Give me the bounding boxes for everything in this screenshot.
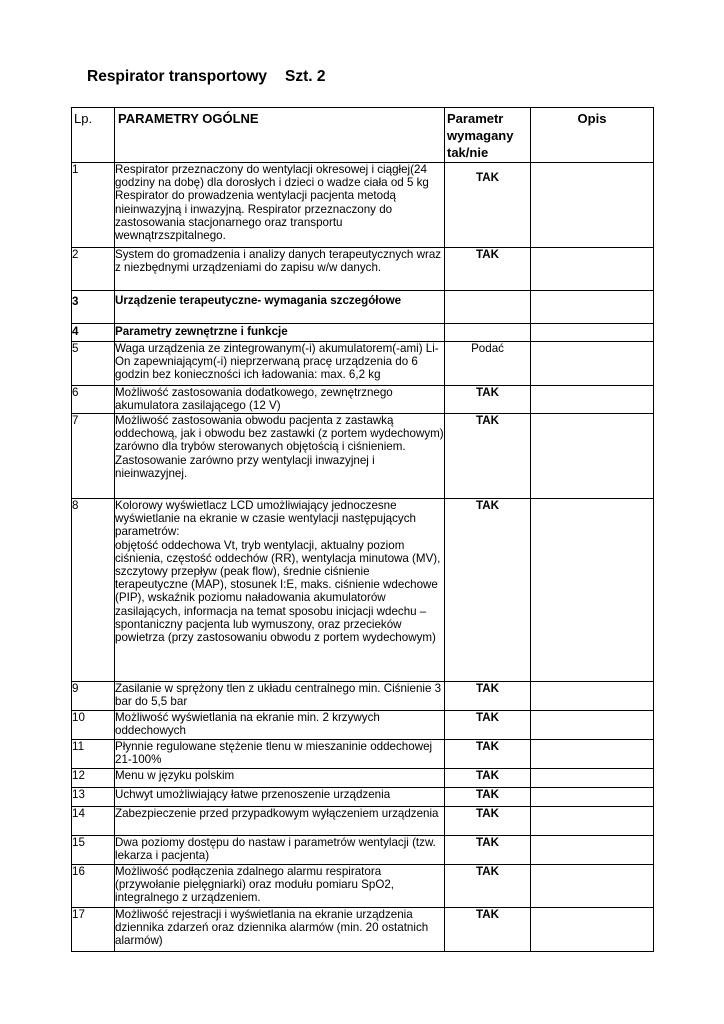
table-row-section bbox=[72, 291, 654, 324]
row-required: TAK bbox=[445, 865, 531, 908]
table-row bbox=[72, 836, 654, 865]
row-lp: 14 bbox=[72, 807, 115, 836]
row-lp: 6 bbox=[72, 386, 115, 414]
table-row bbox=[72, 740, 654, 769]
table-row bbox=[72, 711, 654, 740]
quantity: Szt. 2 bbox=[285, 68, 326, 85]
row-lp: 11 bbox=[72, 740, 115, 769]
row-text: System do gromadzenia i analizy danych terapeutycznych wraz z niezbędnymi urządzeniami do zapisu w/w danych. bbox=[115, 248, 445, 291]
table-row bbox=[72, 342, 654, 386]
row-required: TAK bbox=[445, 682, 531, 711]
row-required: TAK bbox=[445, 163, 531, 248]
table-row bbox=[72, 807, 654, 836]
row-desc bbox=[531, 836, 654, 865]
row-required: TAK bbox=[445, 414, 531, 499]
row-required: TAK bbox=[445, 908, 531, 952]
table-row bbox=[72, 163, 654, 248]
row-desc bbox=[531, 769, 654, 788]
header-desc: Opis bbox=[531, 108, 654, 163]
row-required bbox=[445, 324, 531, 342]
row-text: Możliwość podłączenia zdalnego alarmu respiratora (przywołanie pielęgniarki) oraz modułu pomiaru SpO2, integralnego z urządzeniem. bbox=[115, 865, 445, 908]
row-text: Kolorowy wyświetlacz LCD umożliwiający jednoczesne wyświetlanie na ekranie w czasie wentylacji następujących parametrów: objętość oddechowa Vt, tryb wentylacji, aktualny poziom ciśnienia, częstość oddechów (RR), wentylacja minutowa (MV), szczytowy przepływ (peak flow), średnie ciśnienie terapeutyczne (MAP), stosunek I:E, maks. ciśnienie wdechowe (PIP), wskaźnik poziomu naładowania akumulatorów zasilających, informacja na temat sposobu inicjacji wdechu – spontaniczny pacjenta lub wymuszony, oraz przecieków powietrza (przy zastosowaniu obwodu z portem wydechowym) bbox=[115, 499, 445, 682]
row-lp: 12 bbox=[72, 769, 115, 788]
table-row bbox=[72, 908, 654, 952]
row-text: Urządzenie terapeutyczne- wymagania szczegółowe bbox=[115, 291, 445, 324]
row-lp: 4 bbox=[72, 324, 115, 342]
row-text: Zasilanie w sprężony tlen z układu centralnego min. Ciśnienie 3 bar do 5,5 bar bbox=[115, 682, 445, 711]
table-header-row bbox=[72, 108, 654, 163]
row-text: Możliwość rejestracji i wyświetlania na ekranie urządzenia dziennika zdarzeń oraz dziennika alarmów (min. 20 ostatnich alarmów) bbox=[115, 908, 445, 952]
header-lp: Lp. bbox=[72, 108, 115, 163]
row-required bbox=[445, 291, 531, 324]
row-lp: 2 bbox=[72, 248, 115, 291]
table-row bbox=[72, 499, 654, 682]
row-required: TAK bbox=[445, 386, 531, 414]
row-text: Możliwość zastosowania obwodu pacjenta z zastawką oddechową, jak i obwodu bez zastawki (z portem wydechowym) zarówno dla trybów sterowanych objętością i ciśnieniem. Zastosowanie zarówno przy wentylacji inwazyjnej i nieinwazyjnej. bbox=[115, 414, 445, 499]
row-required: Podać bbox=[445, 342, 531, 386]
row-desc bbox=[531, 807, 654, 836]
row-lp: 9 bbox=[72, 682, 115, 711]
table-row-section bbox=[72, 324, 654, 342]
row-desc bbox=[531, 740, 654, 769]
spec-table bbox=[71, 107, 654, 952]
device-name: Respirator transportowy bbox=[87, 68, 268, 85]
row-text: Zabezpieczenie przed przypadkowym wyłączeniem urządzenia bbox=[115, 807, 445, 836]
row-desc bbox=[531, 908, 654, 952]
row-desc bbox=[531, 414, 654, 499]
row-text: Możliwość zastosowania dodatkowego, zewnętrznego akumulatora zasilającego (12 V) bbox=[115, 386, 445, 414]
row-desc bbox=[531, 386, 654, 414]
row-desc bbox=[531, 291, 654, 324]
row-text: Parametry zewnętrzne i funkcje bbox=[115, 324, 445, 342]
row-desc bbox=[531, 865, 654, 908]
row-desc bbox=[531, 682, 654, 711]
row-required: TAK bbox=[445, 836, 531, 865]
row-desc bbox=[531, 499, 654, 682]
row-desc bbox=[531, 342, 654, 386]
row-lp: 8 bbox=[72, 499, 115, 682]
header-required: Parametr wymagany tak/nie bbox=[445, 108, 531, 163]
row-desc bbox=[531, 248, 654, 291]
row-text: Respirator przeznaczony do wentylacji okresowej i ciągłej(24 godziny na dobę) dla dorosłych i dzieci o wadze ciała od 5 kg Respirator do prowadzenia wentylacji pacjenta metodą nieinwazyjną i inwazyjną. Respirator przeznaczony do zastosowania stacjonarnego oraz transportu wewnątrzszpitalnego. bbox=[115, 163, 445, 248]
row-text: Płynnie regulowane stężenie tlenu w mieszaninie oddechowej 21-100% bbox=[115, 740, 445, 769]
table-row bbox=[72, 788, 654, 807]
row-lp: 7 bbox=[72, 414, 115, 499]
row-lp: 10 bbox=[72, 711, 115, 740]
row-desc bbox=[531, 163, 654, 248]
header-params: PARAMETRY OGÓLNE bbox=[115, 108, 445, 163]
row-lp: 17 bbox=[72, 908, 115, 952]
row-text: Menu w języku polskim bbox=[115, 769, 445, 788]
row-text: Możliwość wyświetlania na ekranie min. 2 krzywych oddechowych bbox=[115, 711, 445, 740]
table-row bbox=[72, 386, 654, 414]
table-row bbox=[72, 865, 654, 908]
row-text: Waga urządzenia ze zintegrowanym(-i) akumulatorem(-ami) Li-On zapewniającym(-i) nieprzerwaną pracę urządzenia do 6 godzin bez konieczności ich ładowania: max. 6,2 kg bbox=[115, 342, 445, 386]
row-lp: 3 bbox=[72, 291, 115, 324]
row-lp: 13 bbox=[72, 788, 115, 807]
row-text: Uchwyt umożliwiający łatwe przenoszenie urządzenia bbox=[115, 788, 445, 807]
row-required: TAK bbox=[445, 711, 531, 740]
row-desc bbox=[531, 788, 654, 807]
document-title bbox=[87, 68, 326, 86]
row-lp: 5 bbox=[72, 342, 115, 386]
row-required: TAK bbox=[445, 769, 531, 788]
row-text: Dwa poziomy dostępu do nastaw i parametrów wentylacji (tzw. lekarza i pacjenta) bbox=[115, 836, 445, 865]
row-required: TAK bbox=[445, 248, 531, 291]
row-required: TAK bbox=[445, 740, 531, 769]
row-required: TAK bbox=[445, 788, 531, 807]
row-required: TAK bbox=[445, 807, 531, 836]
row-desc bbox=[531, 711, 654, 740]
row-lp: 16 bbox=[72, 865, 115, 908]
row-lp: 1 bbox=[72, 163, 115, 248]
table-row bbox=[72, 769, 654, 788]
table-row bbox=[72, 248, 654, 291]
row-desc bbox=[531, 324, 654, 342]
row-lp: 15 bbox=[72, 836, 115, 865]
table-row bbox=[72, 682, 654, 711]
table-row bbox=[72, 414, 654, 499]
row-required: TAK bbox=[445, 499, 531, 682]
